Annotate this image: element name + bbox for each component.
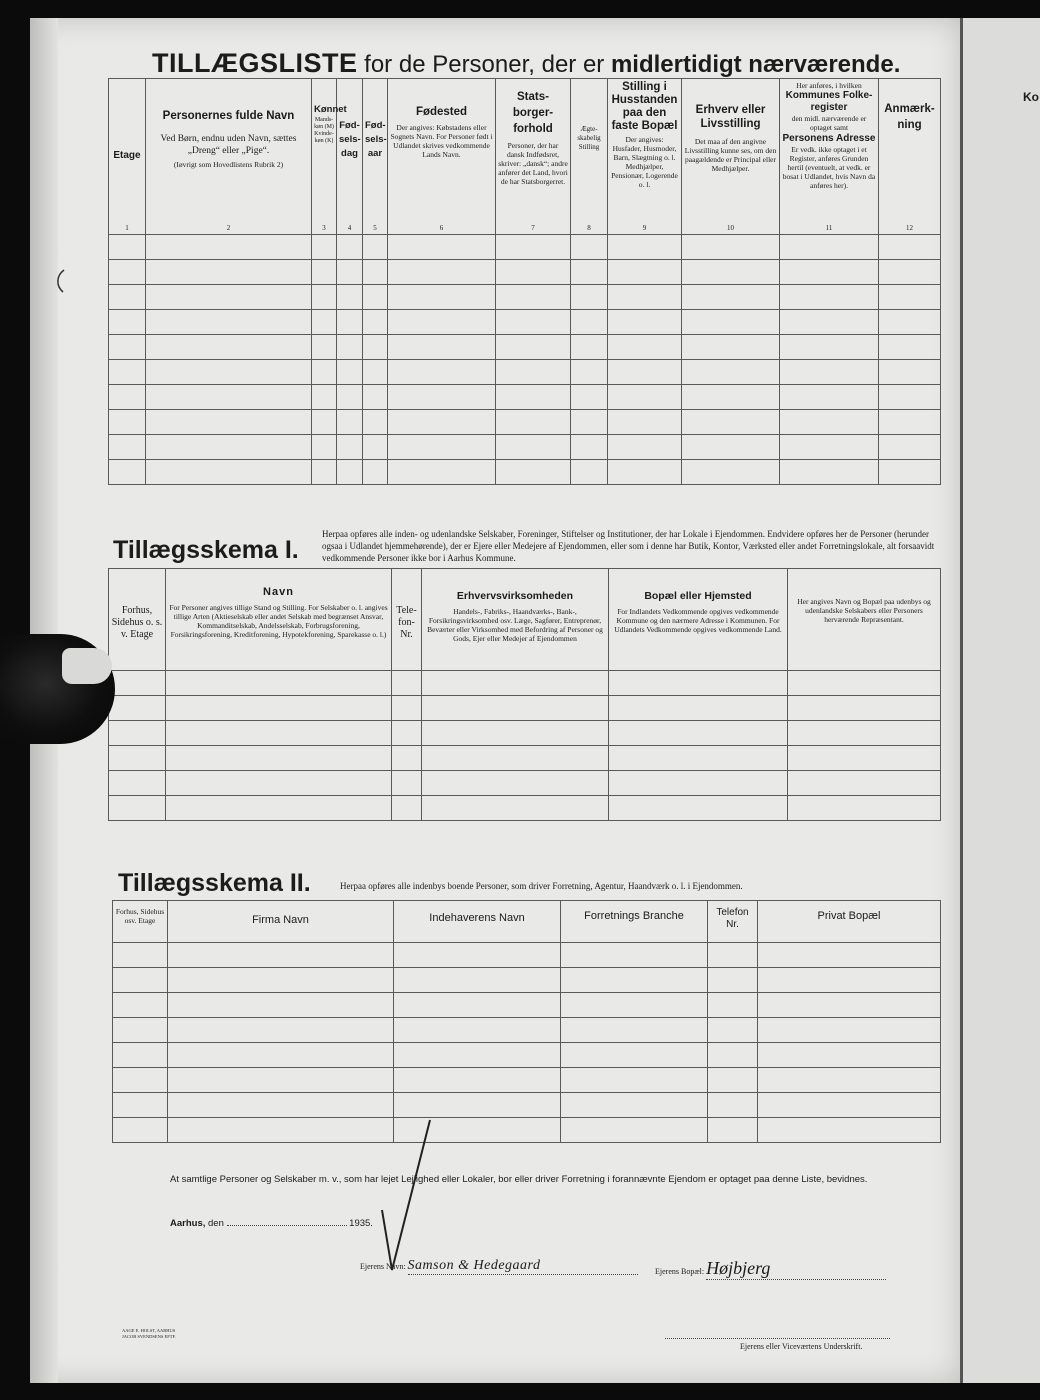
- col-num: 7: [531, 224, 535, 232]
- schema1-col-residence-desc: For Indlandets Vedkommende opgives vedkommende Kommune og den nærmere Adresse i Kommunen. For Udlandets Vedkommende opgives vedkommende Land.: [614, 607, 782, 634]
- form-title-part-1: for de Personer, der er: [357, 51, 611, 78]
- schema2-col-branch: Forretnings Branche: [584, 910, 684, 922]
- table-row: [109, 335, 941, 360]
- col-register-pre: Her anføres, i hvilken: [796, 81, 862, 90]
- schema2-col-address: Privat Bopæl: [817, 910, 881, 922]
- table-row: [109, 310, 941, 335]
- col-address-title: Personens Adresse: [782, 133, 876, 144]
- place-date-line: [170, 1218, 373, 1229]
- table-row: [109, 360, 941, 385]
- col-num: 11: [825, 224, 833, 232]
- date-field: [227, 1225, 347, 1226]
- schema1-col-business-title: Erhvervsvirksomheden: [456, 590, 574, 602]
- check-mark-icon: [370, 1115, 440, 1275]
- schema1-col-name-title: Navn: [263, 586, 294, 598]
- schema1-header: [109, 569, 941, 671]
- col-num: 6: [439, 224, 444, 232]
- table-row: [109, 796, 941, 821]
- schema2-description: Herpaa opføres alle indenbys boende Personer, som driver Forretning, Agentur, Haandværk o. l. i Ejendommen.: [340, 881, 743, 891]
- col-num: 4: [347, 224, 352, 232]
- col-num: 12: [906, 224, 913, 232]
- schema1-col-residence-title: Bopæl eller Hjemsted: [644, 590, 752, 602]
- adjacent-page-fragment: Ko: [1023, 90, 1039, 104]
- col-occupation-desc: Det maa af den angivne Livsstilling kunne ses, om den paagældende er Principal eller Medhjælper.: [684, 137, 777, 173]
- col-birthday-title: Fød-sels-dag: [339, 120, 361, 159]
- col-occupation-title: Erhverv eller Livsstilling: [695, 104, 766, 130]
- col-name-title: Personernes fulde Navn: [162, 110, 295, 122]
- table-row: [109, 460, 941, 485]
- schema1-col-business-desc: Handels-, Fabriks-, Haandværks-, Bank-, Forsikringsvirksomhed osv. Læge, Sagfører, Entreprenør, Beværter eller Virksomhed med Befordring af Personer og Gods, Ejer eller Medejer af Ejendommen: [427, 607, 603, 643]
- date-label: den: [208, 1218, 224, 1229]
- schema1-col-phone: Tele-fon-Nr.: [396, 605, 417, 640]
- col-gender-desc: Mands-køn (M) Kvinde-køn (K): [314, 117, 334, 144]
- signature-label: Ejerens eller Viceværtens Underskrift.: [740, 1342, 863, 1351]
- main-table: [108, 78, 941, 485]
- table-row: [113, 968, 941, 993]
- schema2-title: Tillægsskema II.: [118, 869, 311, 897]
- main-table-body: [109, 235, 941, 485]
- owner-name-label: Ejerens Navn:: [360, 1262, 406, 1271]
- col-etage-title: Etage: [113, 150, 141, 161]
- main-table-header: [109, 79, 941, 235]
- col-num: 10: [727, 224, 734, 232]
- owner-address-label: Ejerens Bopæl:: [655, 1267, 705, 1276]
- col-num: 2: [226, 224, 231, 232]
- schema1-table: [108, 568, 941, 821]
- schema1-col-name-desc: For Personer angives tillige Stand og Stilling. For Selskaber o. l. angives tillige Arten (Aktieselskab eller andet Selskab med begrænset Ansvar, Kommanditselskab, Andelsselskab, Forbrugsforening, Forsikringsforening, Kreditforening, Hypotekforening, Sparekasse o. l.): [169, 603, 388, 639]
- table-row: [109, 260, 941, 285]
- thumbnail-nail: [62, 648, 112, 684]
- schema1-col-floor: Forhus, Sidehus o. s. v. Etage: [111, 605, 163, 640]
- form-title-part-2: midlertidigt: [610, 51, 742, 78]
- owner-address-line: [655, 1258, 886, 1280]
- col-gender-title: Kønnet: [314, 104, 347, 115]
- form-title-main: TILLÆGSLISTE: [152, 48, 358, 78]
- table-row: [113, 1068, 941, 1093]
- table-row: [109, 696, 941, 721]
- col-birthplace-title: Fødested: [415, 106, 468, 118]
- form-title-part-3: nærværende.: [741, 51, 901, 78]
- certification-text: At samtlige Personer og Selskaber m. v., som har lejet Lejlighed eller Lokaler, bor eller driver Forretning i forannævnte Ejendom er optaget paa denne Liste, bevidnes.: [170, 1174, 868, 1185]
- col-num: 3: [322, 224, 326, 232]
- schema2-body: [113, 943, 941, 1143]
- schema1-title: Tillægsskema I.: [113, 536, 299, 564]
- schema2-col-floor: Forhus, Sidehus osv. Etage: [115, 907, 165, 925]
- form-title: [152, 48, 900, 79]
- thumb-image: [0, 634, 115, 744]
- schema2-table: [112, 900, 941, 1143]
- col-num: 1: [125, 224, 129, 232]
- margin-mark-icon: [54, 268, 68, 294]
- col-num: 5: [373, 224, 377, 232]
- col-name-desc: Ved Børn, endnu uden Navn, sættes „Dreng“ eller „Pige“.: [160, 134, 297, 156]
- col-household-desc: Der angives: Husfader, Husmoder, Barn, Slægtning o. l. Medhjælper, Pensionær, Logerende o. l.: [611, 135, 678, 189]
- printer-imprint: AAGE E. HOLST, AARHUS JACOB SVENDSENS EFTF.: [122, 1328, 176, 1339]
- schema2-col-owner: Indehaverens Navn: [429, 912, 525, 924]
- col-register-desc: Er vedk. ikke optaget i et Register, anføres Grunden hertil (eventuelt, at vedk. er bosat i Udlandet, hvis Navn da anføres her).: [782, 145, 876, 190]
- table-row: [113, 993, 941, 1018]
- table-row: [109, 721, 941, 746]
- col-num: 9: [642, 224, 647, 232]
- col-birthplace-desc: Der angives: Købstadens eller Sognets Navn. For Personer født i Udlandet skrives vedkommende Lands Navn.: [390, 123, 493, 159]
- col-register-title: Kommunes Folke-register: [785, 90, 873, 113]
- adjacent-page: [960, 18, 1040, 1383]
- table-row: [113, 1093, 941, 1118]
- schema2-header: [113, 901, 941, 943]
- col-remark-title: Anmærk-ning: [884, 103, 935, 131]
- col-register-mid: den midl. nærværende er optaget samt: [791, 114, 867, 132]
- city-label: Aarhus,: [170, 1218, 206, 1229]
- col-citizenship-title: Stats-borger-forhold: [512, 91, 554, 135]
- table-row: [109, 671, 941, 696]
- signature-line: [665, 1338, 890, 1339]
- col-birthyear-title: Fød-sels-aar: [365, 120, 387, 159]
- owner-address-value: Højbjerg: [706, 1258, 886, 1280]
- table-row: [113, 943, 941, 968]
- col-marital-desc: Ægte-skabelig Stilling: [577, 125, 601, 151]
- table-row: [109, 746, 941, 771]
- schema1-body: [109, 671, 941, 821]
- table-row: [109, 235, 941, 260]
- table-row: [109, 385, 941, 410]
- schema2-col-firm: Firma Navn: [252, 914, 309, 926]
- schema1-col-representative: Her angives Navn og Bopæl paa udenbys og udenlandske Selskabers eller Personers herværende Repræsentant.: [797, 597, 931, 624]
- table-row: [113, 1018, 941, 1043]
- owner-name-value: Samson & Hedegaard: [408, 1258, 638, 1275]
- table-row: [113, 1043, 941, 1068]
- col-household-title: Stilling i Husstanden paa den faste Bopæl: [611, 81, 678, 132]
- table-row: [109, 435, 941, 460]
- table-row: [109, 285, 941, 310]
- year-label: 1935.: [349, 1218, 373, 1229]
- col-num: 8: [587, 224, 591, 232]
- table-row: [109, 771, 941, 796]
- schema2-col-phone: Telefon Nr.: [716, 907, 749, 930]
- schema1-description: Herpaa opføres alle inden- og udenlandske Selskaber, Foreninger, Stiftelser og Institutioner, der har Lokale i Ejendommen. Endvidere opføres her de Personer (herunder ogsaa i Udlandet hjemmehørende), der er Ejere eller Medejere af Ejendommen, eller som i denne har Butik, Kontor, Værksted eller andet Forretningslokale, alt forsaavidt vedkommende Personer ikke bor i Aarhus Kommune.: [322, 529, 935, 563]
- col-citizenship-desc: Personer, der har dansk Indfødsret, skriver: „dansk“; andre anfører det Land, hvori de har Statsborgerret.: [498, 141, 568, 186]
- table-row: [109, 410, 941, 435]
- col-name-note: (Iøvrigt som Hovedlistens Rubrik 2): [173, 160, 284, 169]
- table-row: [113, 1118, 941, 1143]
